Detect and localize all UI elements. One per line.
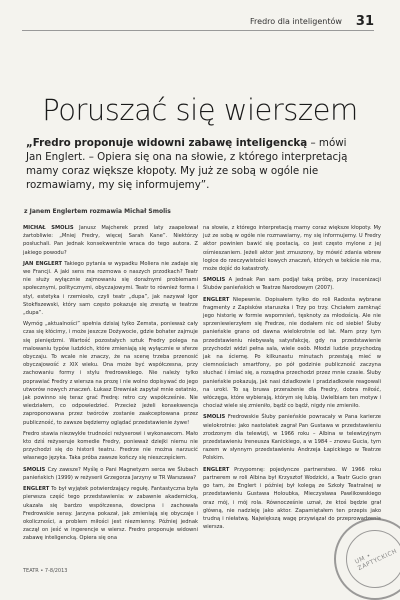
byline: z Janem Englertem rozmawia Michał Smolis <box>24 208 171 215</box>
page-number: 31 <box>355 13 374 29</box>
paragraph <box>203 466 381 532</box>
paragraph <box>23 260 198 317</box>
paragraph <box>203 224 381 273</box>
paragraph <box>203 276 381 292</box>
paragraph <box>23 320 198 427</box>
paragraph <box>23 430 198 463</box>
left-column <box>23 224 198 546</box>
paragraph <box>203 296 381 411</box>
lead-rest: – mówi Jan Englert. – Opiera się ona na słowie, z którego interpretacją mamy coraz większe kłopoty. My już ze sobą w ogóle nie rozmawiamy, my się informujemy”. <box>26 137 348 191</box>
section-title: Fredro dla inteligentów <box>250 16 342 26</box>
header-rule <box>22 30 374 31</box>
speaker-name: MICHAŁ SMOLIS <box>23 225 74 231</box>
article-title: Poruszać się wierszem <box>42 93 358 127</box>
paragraph-text: Fredrowskie Śluby panieńskie powracały w Pana karierze wielokrotnie: jako nastolatek zagrał Pan Gustawa w przedstawieniu zrodzonym dla telewizji, w 1966 roku – Albina w telewizyjnym przedstawieniu Ireneusza Kanickiego, a w 1984 – znowu Gucia, tym razem w słynnym przedstawieniu Andrzeja Łapickiego w Teatrze Polskim. <box>203 414 381 462</box>
paragraph-text: Niepewnie. Dopisałem tylko do roli Radosta wybrane fragmenty z Zapisków staruszka i Trzy po trzy. Chciałem zamknąć jego historię w formie wspomnień, tęsknoty za młodością. Ale nie sprzeniewierzyłem się Fredrze, nie dodałem nic od siebie! Śluby panieńskie grano od dawna wielokrotnie od lat. Mam przy tym przedstawieniu niebywałą satysfakcję, gdy na przedstawienie przychodzi widzi pełna sala, wiele osób. Młodzi ludzie przychodzą jak na ściemę. Po kilkunastu minutach przestają mieć w ciemnościach smartfony, po pół godzinie publiczność zaczyna słuchać i śmiać się, a rozsądna przechodzi przez mnie czasie. Śluby panieńskie pokazują, jak nasi dziadkowie i pradziadkowie reagowali na uroki. To są bruwa przerażenie dla Fredry, dobra miłość, włóczęga, które wybierają, którym się lubią. Uwielbiam ten motyw i chociaż wiele się zmieniło, bądź co bądź, nigdy nie zmieniło. <box>203 296 381 410</box>
lead-quote: „Fredro proponuje widowni zabawę inteligencką <box>26 137 308 149</box>
speaker-name: ENGLERT <box>203 296 230 303</box>
paragraph <box>203 413 381 462</box>
library-stamp <box>334 518 400 600</box>
stamp-text: UM • ZAPTYCKICH <box>353 547 399 573</box>
paragraph-text: Czy zawsze? Myślę o Pani Magnetyzm serca we Ślubach panieńskich (1999) w reżyserii Grzegorza Jarzyny w TR Warszawa? <box>23 466 198 481</box>
paragraph-text: To był wyjątek potwierdzający regułę. Fantastyczna była pierwsza część tego przedstawienia: w zabawnie akademicką, ukazała się bardzo współczesna, dowcipna i zachowała Fredrowskie sensy. Jarzyna pokazał, jak zmieniają się obyczaje i okoliczności, a problem miłości jest niezmienny. Później jednak zaczął on jeść w ingerencje w wiersz. Fredro proponuje widowni zabawę inteligencką. Opiera się ona <box>23 486 198 542</box>
paragraph <box>23 224 198 257</box>
paragraph-text: Janusz Majcherek przed laty zaapelował żartobliwie: „Mniej Fredry, więcej Sarah Kane”. Niektórzy posłuchali. Pan jednak konsekwentnie wraca do tego autora. Z jakiego powodu? <box>23 225 198 256</box>
paragraph-text: na słowie, z którego interpretacją mamy coraz większe kłopoty. My już ze sobą w ogóle nie rozmawiamy, my się informujemy. U Fredry aktor powinien bawić się postacią, co jest często mylone z jej ośmieszaniem. Jeżeli aktor jest zmuszony, by mówić zdania wbrew logice do rzeczywistości kowych znaczeń, których w tekście nie ma, może dojść do katastrofy. <box>203 225 381 273</box>
speaker-name: SMOLIS <box>203 414 226 421</box>
speaker-name: ENGLERT <box>203 466 230 473</box>
speaker-name: SMOLIS <box>203 277 226 284</box>
paragraph <box>23 466 198 482</box>
right-column <box>203 224 381 534</box>
article-lead <box>26 136 354 192</box>
speaker-name: ENGLERT <box>23 486 50 493</box>
paragraph-text: Wymóg „aktualności” spełnia dzisiaj tylko Zemsta, ponieważ cały czas się kłócimy, i może jeszcze Dożywocie, gdzie bohater zajmuje się pieniędzmi. Wartość pozostałych sztuk Fredry polega na malowaniu typów ludzkich, które zmieniają się wyłącznie w sferze obyczaju. To wcale nie znaczy, że na scenę trzeba przenosić obyczajowość z XIX wieku. Ona może być współczesna, przy zachowaniu formy i stylu fredrowskiego. Nie należy tylko poprawiać Fredry z wiersza na prozę i nie wolno dopisywać do jego utworów nowych znaczeń. Łukasz Drewniak zapytał mnie ostatnio, jak powinno się teraz grać Fredrę: retro czy współcześnie. Nie wiedziałem, co odpowiedzieć. Przecież jeżeli konsekwencja zaproponowana przez twórców zostanie zaakceptowana przez publiczność, to zawsze będziemy oglądać przedstawienie żywe! <box>23 321 198 426</box>
paragraph-text: A jednak Pan sam podjął taką próbę, przy inscenizacji Ślubów panieńskich w Teatrze Narodowym (2007). <box>203 277 381 292</box>
speaker-name: SMOLIS <box>23 466 46 473</box>
speaker-name: JAN ENGLERT <box>23 260 63 267</box>
paragraph-text: Fredro stawia niezwykłe trudności reżyserowi i wykonawcom. Mało kto dziś reżyseruje komedie Fredry, ponieważ dziejki niemu nie przychodzi się do historii teatru. Fredrze nie można narzucić własnego języka. Taka próba zawsze kończy się nieszczęściem. <box>23 430 198 462</box>
paragraph-text: Takiego pytania w wypadku Moliera nie zadaje się we Francji. A jaki sens ma rozmowa o naszych przodkach? Teatr nie służy wyłącznie zajmowaniu się doraźnymi problemami społecznymi, politycznymi, obyczajowymi. Teatr to również forma i styl, estetyka i rzemiosło, czyli teatr „dupa”, jak nazywał Igor Stokfiszewski, który sam często pokazuje się zresztą w teatrze „dupa”. <box>23 260 199 317</box>
paragraph <box>23 485 198 542</box>
paragraph-text: Przypomnę: pojedyncze partnerstwo. W 1966 roku partnerem w roli Albina był Krzysztof Wodzicki, a Teatr Gucio gran go tam, że Englert i później był kolegą ze Szkoły Teatralnej w przedstawieniu Gustawa Holoubka, Mieczysława Pawlikowskiego oraz mój, i mój rola. Równocześnie uznał, że ktoś będzie grał główną, nie nadzieję jako aktor. Zapamiętałem ten przepis jako trudną i niełatwą. Największą wagę przywiązał do przeprowadzenia wiersza. <box>203 466 381 531</box>
page-footer: TEATR • 7-8/2013 <box>23 568 68 574</box>
